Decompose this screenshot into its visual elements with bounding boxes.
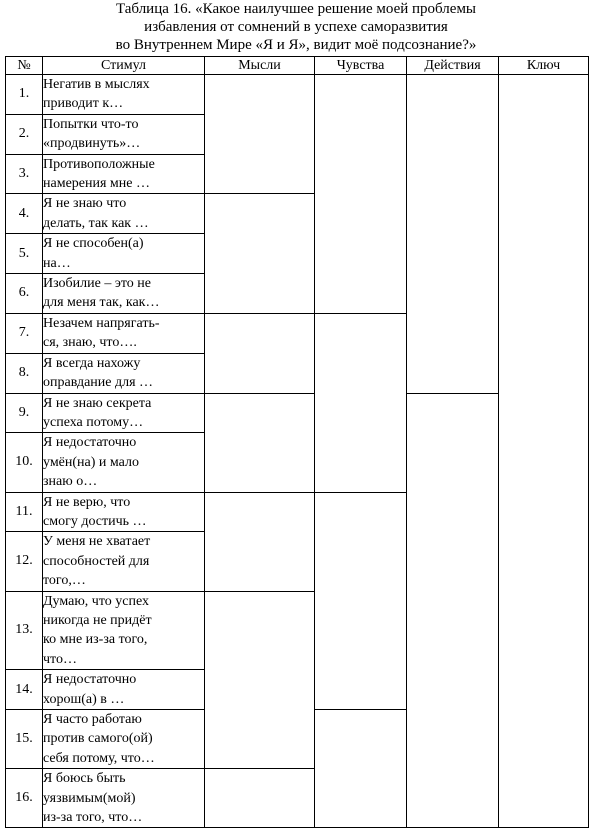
row-number: 5. [6,234,43,274]
header-thoughts: Мысли [205,57,315,75]
thoughts-cell[interactable] [205,194,315,313]
stimulus-line: Я не способен(а) [43,236,144,252]
stimulus-cell [43,194,205,234]
stimulus-line: Незачем напрягать- [43,315,160,331]
stimulus-cell [43,313,205,353]
row-number: 13. [6,591,43,670]
stimulus-line: против самого(ой) [43,731,153,747]
stimulus-line: намерения мне … [43,176,150,192]
stimulus-line: приводит к… [43,96,124,112]
stimulus-line: Я не знаю что [43,196,127,212]
stimulus-cell [43,114,205,154]
stimulus-table [5,56,589,828]
stimulus-line: успеха потому… [43,414,144,430]
stimulus-cell [43,769,205,828]
stimulus-line: на… [43,255,71,271]
header-row [6,57,589,75]
stimulus-line: способностей для [43,553,150,569]
key-cell[interactable] [499,75,589,828]
stimulus-line: оправдание для … [43,375,154,391]
thoughts-cell[interactable] [205,492,315,591]
header-stimulus: Стимул [43,57,205,75]
stimulus-line: Противоположные [43,156,155,172]
stimulus-line: Думаю, что успех [43,593,150,609]
table-row [6,75,589,115]
stimulus-line: для меня так, как… [43,295,160,311]
thoughts-cell[interactable] [205,769,315,828]
row-number: 15. [6,710,43,769]
stimulus-line: хорош(а) в … [43,691,125,707]
stimulus-line: Я недостаточно [43,435,137,451]
row-number: 7. [6,313,43,353]
actions-cell[interactable] [407,75,499,394]
stimulus-line: себя потому, что… [43,750,155,766]
stimulus-line: У меня не хватает [43,534,151,550]
header-number: № [6,57,43,75]
thoughts-cell[interactable] [205,313,315,393]
stimulus-line: знаю о… [43,474,98,490]
row-number: 16. [6,769,43,828]
stimulus-line: Попытки что-то [43,116,139,132]
caption-line-1: Таблица 16. «Какое наилучшее решение моей проблемы [115,1,477,17]
stimulus-line: смогу достичь … [43,513,147,529]
caption-line-2: избавления от сомнений в успехе саморазвития [144,19,448,35]
stimulus-cell [43,234,205,274]
stimulus-cell [43,393,205,433]
row-number: 2. [6,114,43,154]
stimulus-line: умён(на) и мало [43,454,139,470]
row-number: 1. [6,75,43,115]
feelings-cell[interactable] [315,710,407,828]
stimulus-line: делать, так как … [43,215,149,231]
row-number: 3. [6,154,43,194]
stimulus-cell [43,75,205,115]
stimulus-cell [43,492,205,532]
feelings-cell[interactable] [315,75,407,314]
stimulus-line: ко мне из-за того, [43,632,148,648]
thoughts-cell[interactable] [205,591,315,769]
actions-cell[interactable] [407,393,499,828]
row-number: 11. [6,492,43,532]
stimulus-cell [43,433,205,492]
row-number: 10. [6,433,43,492]
thoughts-cell[interactable] [205,75,315,194]
row-number: 8. [6,353,43,393]
feelings-cell[interactable] [315,492,407,709]
stimulus-line: уязвимым(мой) [43,790,136,806]
stimulus-cell [43,274,205,314]
stimulus-line: Я не верю, что [43,494,131,510]
stimulus-line: Изобилие – это не [43,276,152,292]
header-feelings: Чувства [315,57,407,75]
table-caption [0,0,592,54]
stimulus-cell [43,353,205,393]
stimulus-line: ся, знаю, что…. [43,335,137,351]
stimulus-line: «продвинуть»… [43,136,141,152]
stimulus-line: Я всегда нахожу [43,355,141,371]
header-actions: Действия [407,57,499,75]
stimulus-cell [43,710,205,769]
stimulus-line: что… [43,651,77,667]
feelings-cell[interactable] [315,313,407,492]
stimulus-line: Я не знаю секрета [43,395,152,411]
row-number: 4. [6,194,43,234]
stimulus-cell [43,154,205,194]
row-number: 6. [6,274,43,314]
table-body [6,75,589,828]
caption-line-3: во Внутреннем Мире «Я и Я», видит моё подсознание?» [115,37,477,53]
stimulus-line: Я недостаточно [43,672,137,688]
stimulus-cell [43,532,205,591]
stimulus-line: Я боюсь быть [43,771,126,787]
row-number: 12. [6,532,43,591]
thoughts-cell[interactable] [205,393,315,492]
row-number: 9. [6,393,43,433]
stimulus-line: Я часто работаю [43,712,142,727]
stimulus-cell [43,591,205,670]
stimulus-line: Негатив в мыслях [43,77,150,92]
row-number: 14. [6,670,43,710]
stimulus-line: из-за того, что… [43,810,143,826]
stimulus-line: никогда не придёт [43,612,152,628]
header-key: Ключ [499,57,589,75]
stimulus-cell [43,670,205,710]
stimulus-line: того,… [43,573,86,589]
